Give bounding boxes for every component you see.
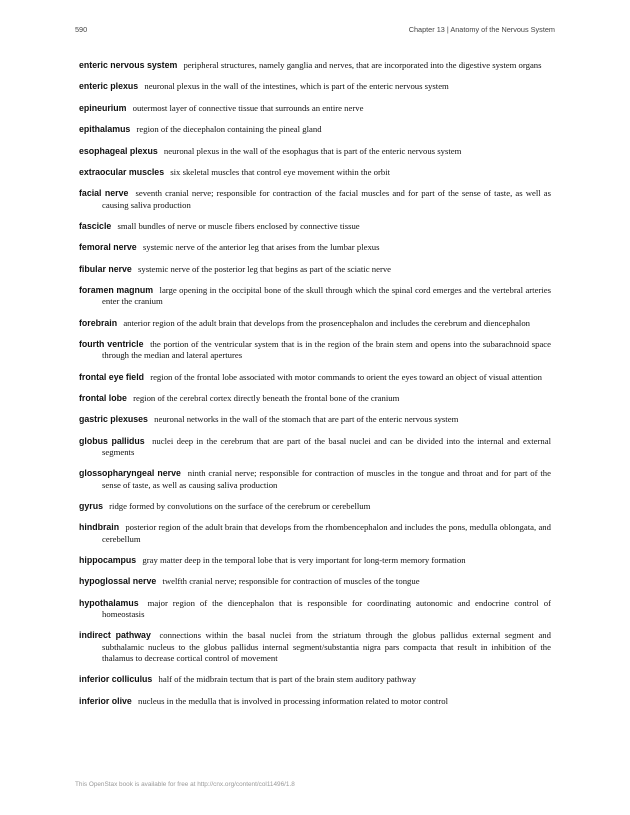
glossary-definition: neuronal plexus in the wall of the esophagus that is part of the enteric nervous system bbox=[163, 145, 462, 156]
glossary-term: globus pallidus bbox=[79, 435, 145, 446]
glossary-term: epineurium bbox=[79, 102, 127, 113]
glossary-entry bbox=[79, 555, 551, 566]
glossary-definition: connections within the basal nuclei from the striatum through the globus pallidus external segment and subthalamic nucleus to the globus pallidus internal segment/substantia nigra pars compacta that result in inhibition of the thalamus to decrease cortical control of movement bbox=[102, 630, 551, 663]
glossary-definition: large opening in the occipital bone of the skull through which the spinal cord emerges and the vertebral arteries enter the cranium bbox=[102, 285, 552, 307]
glossary-entry bbox=[79, 630, 551, 664]
glossary-entry bbox=[79, 146, 551, 157]
glossary-definition: major region of the diencephalon that is responsible for coordinating autonomic and endocrine control of homeostasis bbox=[102, 597, 552, 620]
chapter-title: Chapter 13 | Anatomy of the Nervous System bbox=[408, 25, 555, 34]
glossary-definition: small bundles of nerve or muscle fibers enclosed by connective tissue bbox=[117, 220, 360, 231]
glossary-term: esophageal plexus bbox=[79, 145, 158, 156]
glossary-term: enteric plexus bbox=[79, 81, 139, 92]
glossary-entry bbox=[79, 522, 551, 544]
glossary-definition: posterior region of the adult brain that develops from the rhombencephalon and includes the pons, medulla oblongata, and cerebellum bbox=[102, 522, 551, 544]
glossary-entry bbox=[79, 501, 551, 512]
glossary-term: frontal eye field bbox=[79, 371, 145, 382]
glossary-definition: neuronal plexus in the wall of the intestines, which is part of the enteric nervous system bbox=[144, 81, 449, 92]
glossary-entry bbox=[79, 576, 551, 587]
glossary-term: fourth ventricle bbox=[79, 339, 144, 350]
glossary-list bbox=[79, 60, 551, 717]
glossary-entry bbox=[79, 436, 551, 458]
glossary-term: frontal lobe bbox=[79, 393, 127, 404]
glossary-entry bbox=[79, 339, 551, 361]
glossary-definition: twelfth cranial nerve; responsible for contraction of muscles of the tongue bbox=[162, 576, 420, 587]
glossary-entry bbox=[79, 696, 551, 707]
glossary-definition: systemic nerve of the posterior leg that begins as part of the sciatic nerve bbox=[137, 263, 392, 274]
glossary-term: forebrain bbox=[79, 317, 118, 328]
glossary-entry bbox=[79, 81, 551, 92]
glossary-term: foramen magnum bbox=[79, 285, 154, 296]
glossary-definition: ridge formed by convolutions on the surface of the cerebrum or cerebellum bbox=[109, 501, 371, 512]
glossary-entry bbox=[79, 372, 551, 383]
glossary-term: inferior olive bbox=[79, 695, 132, 706]
glossary-term: femoral nerve bbox=[79, 242, 137, 253]
glossary-definition: region of the diecephalon containing the pineal gland bbox=[136, 124, 322, 135]
glossary-entry bbox=[79, 188, 551, 210]
glossary-definition: systemic nerve of the anterior leg that arises from the lumbar plexus bbox=[142, 242, 380, 253]
glossary-definition: nucleus in the medulla that is involved in processing information related to motor control bbox=[137, 695, 448, 706]
glossary-term: hypothalamus bbox=[79, 597, 139, 608]
glossary-definition: region of the cerebral cortex directly beneath the frontal bone of the cranium bbox=[133, 393, 400, 404]
glossary-definition: six skeletal muscles that control eye movement within the orbit bbox=[170, 166, 391, 177]
glossary-definition: gray matter deep in the temporal lobe that is very important for long-term memory formation bbox=[142, 555, 466, 566]
glossary-entry bbox=[79, 285, 551, 307]
glossary-definition: the portion of the ventricular system that is in the region of the brain stem and opens into the subarachnoid space through the median and lateral apertures bbox=[102, 339, 552, 361]
glossary-definition: outermost layer of connective tissue that surrounds an entire nerve bbox=[132, 102, 364, 113]
glossary-term: enteric nervous system bbox=[79, 60, 178, 70]
glossary-entry bbox=[79, 242, 551, 253]
glossary-entry bbox=[79, 674, 551, 685]
page-footer: This OpenStax book is available for free at http://cnx.org/content/col11496/1.8 bbox=[75, 781, 295, 788]
glossary-term: fibular nerve bbox=[79, 263, 132, 274]
glossary-entry bbox=[79, 598, 551, 620]
glossary-term: gastric plexuses bbox=[79, 414, 148, 425]
glossary-definition: peripheral structures, namely ganglia and nerves, that are incorporated into the digestive system organs bbox=[183, 60, 542, 70]
glossary-definition: anterior region of the adult brain that develops from the prosencephalon and includes the cerebrum and diencephalon bbox=[123, 317, 531, 328]
glossary-term: fascicle bbox=[79, 220, 112, 231]
glossary-definition: neuronal networks in the wall of the stomach that are part of the enteric nervous system bbox=[154, 414, 459, 425]
glossary-definition: half of the midbrain tectum that is part of the brain stem auditory pathway bbox=[158, 674, 416, 685]
glossary-definition: region of the frontal lobe associated with motor commands to orient the eyes toward an object of visual attention bbox=[150, 371, 542, 382]
glossary-term: extraocular muscles bbox=[79, 166, 165, 177]
glossary-entry bbox=[79, 167, 551, 178]
glossary-entry bbox=[79, 318, 551, 329]
glossary-definition: ninth cranial nerve; responsible for contraction of muscles in the tongue and throat and for part of the sense of taste, as well as causing saliva production bbox=[102, 468, 551, 490]
glossary-entry bbox=[79, 60, 551, 71]
glossary-term: hypoglossal nerve bbox=[79, 576, 157, 587]
glossary-entry bbox=[79, 264, 551, 275]
glossary-entry bbox=[79, 414, 551, 425]
glossary-term: indirect pathway bbox=[79, 630, 151, 641]
glossary-definition: seventh cranial nerve; responsible for contraction of the facial muscles and for part of the sense of taste, as well as causing saliva production bbox=[102, 188, 551, 210]
glossary-term: facial nerve bbox=[79, 188, 129, 199]
glossary-term: hindbrain bbox=[79, 522, 120, 533]
page-number: 590 bbox=[75, 25, 88, 34]
glossary-entry bbox=[79, 124, 551, 135]
glossary-entry bbox=[79, 103, 551, 114]
glossary-term: inferior colliculus bbox=[79, 674, 153, 685]
glossary-entry bbox=[79, 221, 551, 232]
glossary-term: epithalamus bbox=[79, 124, 131, 135]
glossary-entry bbox=[79, 468, 551, 490]
glossary-entry bbox=[79, 393, 551, 404]
glossary-term: gyrus bbox=[79, 501, 103, 512]
glossary-term: glossopharyngeal nerve bbox=[79, 468, 181, 479]
glossary-term: hippocampus bbox=[79, 555, 137, 566]
page-header bbox=[75, 25, 555, 37]
glossary-definition: nuclei deep in the cerebrum that are part of the basal nuclei and can be divided into the internal and external segments bbox=[102, 435, 552, 458]
